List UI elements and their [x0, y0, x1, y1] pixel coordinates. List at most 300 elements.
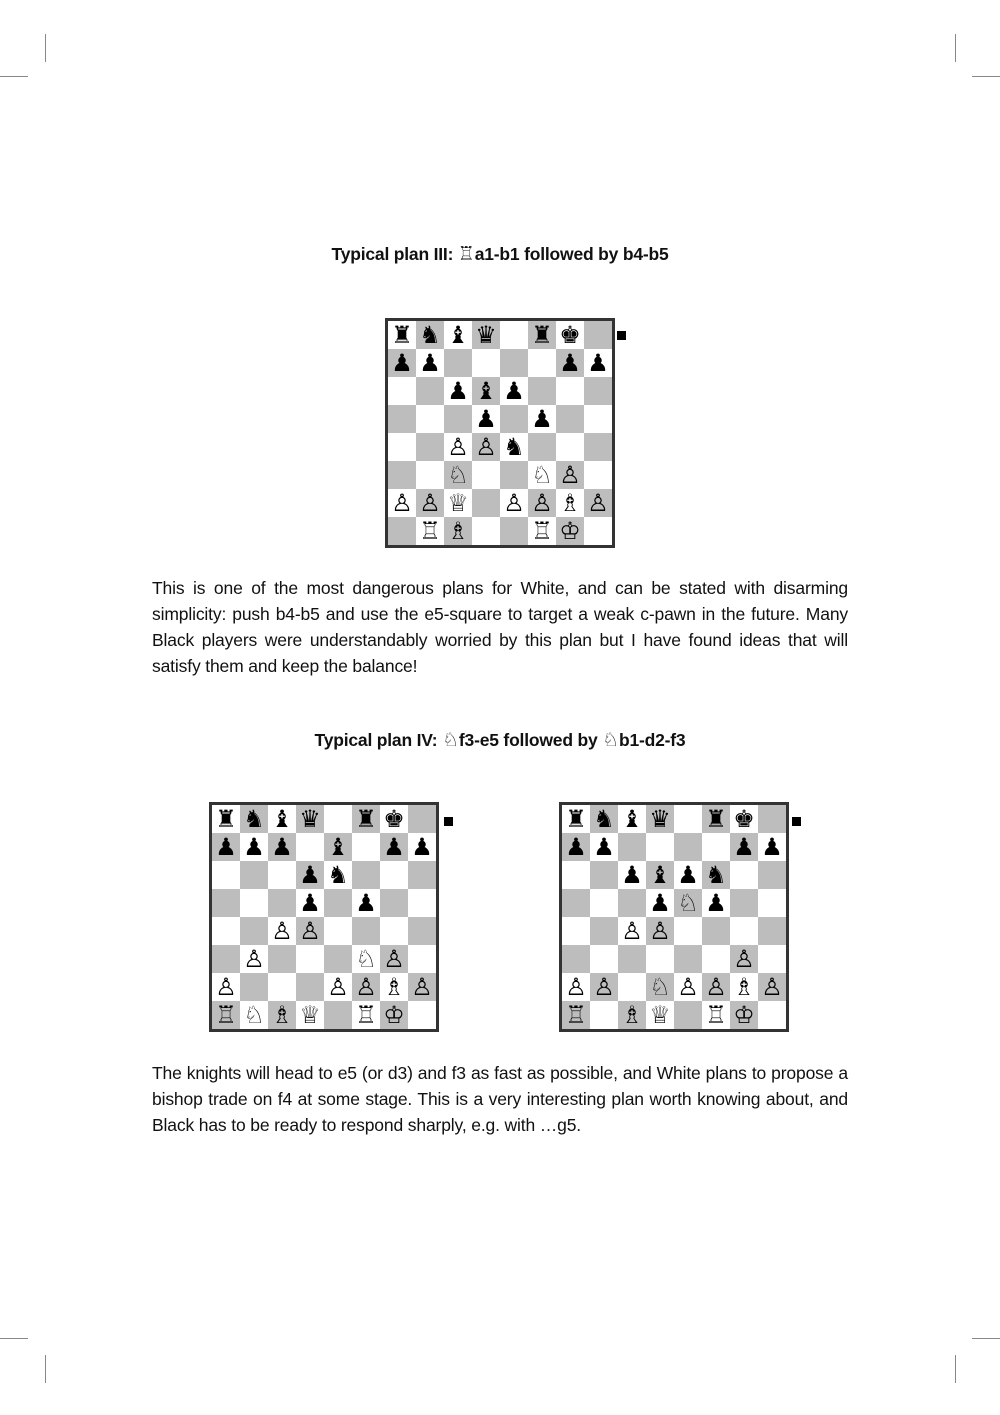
black-pawn-icon: ♟	[411, 833, 433, 861]
square-f8	[352, 805, 380, 833]
square-e8	[324, 805, 352, 833]
square-d8	[472, 321, 500, 349]
square-h4	[408, 917, 436, 945]
square-d8	[646, 805, 674, 833]
square-f7	[352, 833, 380, 861]
white-pawn-icon: ♙	[215, 973, 237, 1001]
square-h8	[584, 321, 612, 349]
square-b7	[590, 833, 618, 861]
black-pawn-icon: ♟	[299, 861, 321, 889]
square-c5	[444, 405, 472, 433]
black-knight-icon: ♞	[243, 805, 265, 833]
white-bishop-icon: ♗	[383, 973, 405, 1001]
square-a2	[388, 489, 416, 517]
white-pawn-icon: ♙	[271, 917, 293, 945]
square-c8	[444, 321, 472, 349]
square-a1	[212, 1001, 240, 1029]
black-king-icon: ♚	[559, 321, 581, 349]
square-b8	[416, 321, 444, 349]
square-a3	[212, 945, 240, 973]
square-b6	[590, 861, 618, 889]
square-c6	[444, 377, 472, 405]
square-f4	[352, 917, 380, 945]
white-king-icon: ♔	[383, 1001, 405, 1029]
crop-mark	[972, 76, 1000, 77]
white-queen-icon: ♕	[299, 1001, 321, 1029]
black-knight-icon: ♞	[419, 321, 441, 349]
white-knight-icon: ♘	[531, 461, 553, 489]
square-c4	[268, 917, 296, 945]
black-rook-icon: ♜	[391, 321, 413, 349]
heading-prefix: Typical plan IV:	[314, 730, 443, 750]
square-c8	[268, 805, 296, 833]
square-f5	[702, 889, 730, 917]
square-d1	[646, 1001, 674, 1029]
square-c6	[618, 861, 646, 889]
knight-icon: ♘	[442, 729, 459, 751]
square-h3	[758, 945, 786, 973]
square-b8	[590, 805, 618, 833]
square-f3	[352, 945, 380, 973]
square-e8	[500, 321, 528, 349]
white-rook-icon: ♖	[215, 1001, 237, 1029]
square-c6	[268, 861, 296, 889]
square-g1	[380, 1001, 408, 1029]
square-g3	[380, 945, 408, 973]
square-h3	[584, 461, 612, 489]
square-h4	[758, 917, 786, 945]
square-g5	[730, 889, 758, 917]
square-h1	[408, 1001, 436, 1029]
square-f3	[528, 461, 556, 489]
square-f6	[528, 377, 556, 405]
white-pawn-icon: ♙	[243, 945, 265, 973]
square-b1	[416, 517, 444, 545]
black-pawn-icon: ♟	[299, 889, 321, 917]
square-e3	[674, 945, 702, 973]
square-h6	[408, 861, 436, 889]
black-pawn-icon: ♟	[447, 377, 469, 405]
square-f1	[528, 517, 556, 545]
square-g4	[556, 433, 584, 461]
square-c1	[444, 517, 472, 545]
black-knight-icon: ♞	[593, 805, 615, 833]
square-e8	[674, 805, 702, 833]
square-e5	[324, 889, 352, 917]
black-king-icon: ♚	[733, 805, 755, 833]
square-f8	[702, 805, 730, 833]
square-e6	[674, 861, 702, 889]
square-e6	[324, 861, 352, 889]
black-pawn-icon: ♟	[593, 833, 615, 861]
square-b3	[240, 945, 268, 973]
crop-mark	[45, 1355, 46, 1383]
square-f5	[352, 889, 380, 917]
square-a8	[562, 805, 590, 833]
black-pawn-icon: ♟	[503, 377, 525, 405]
white-rook-icon: ♖	[705, 1001, 727, 1029]
chess-diagram-plan-3	[385, 318, 615, 548]
white-pawn-icon: ♙	[327, 973, 349, 1001]
square-g8	[380, 805, 408, 833]
black-bishop-icon: ♝	[649, 861, 671, 889]
square-e2	[674, 973, 702, 1001]
square-d4	[296, 917, 324, 945]
square-a6	[212, 861, 240, 889]
white-pawn-icon: ♙	[475, 433, 497, 461]
white-knight-icon: ♘	[447, 461, 469, 489]
square-a4	[212, 917, 240, 945]
square-e7	[500, 349, 528, 377]
crop-mark	[45, 34, 46, 62]
black-pawn-icon: ♟	[705, 889, 727, 917]
square-f4	[528, 433, 556, 461]
heading-text: f3-e5 followed by	[458, 730, 603, 750]
square-e3	[500, 461, 528, 489]
square-b4	[240, 917, 268, 945]
white-pawn-icon: ♙	[447, 433, 469, 461]
square-b4	[590, 917, 618, 945]
square-a7	[388, 349, 416, 377]
square-e2	[500, 489, 528, 517]
square-h6	[758, 861, 786, 889]
white-queen-icon: ♕	[649, 1001, 671, 1029]
square-g6	[556, 377, 584, 405]
black-pawn-icon: ♟	[565, 833, 587, 861]
white-queen-icon: ♕	[447, 489, 469, 517]
square-b4	[416, 433, 444, 461]
square-e3	[324, 945, 352, 973]
square-d7	[646, 833, 674, 861]
square-f8	[528, 321, 556, 349]
square-h6	[584, 377, 612, 405]
white-pawn-icon: ♙	[419, 489, 441, 517]
black-knight-icon: ♞	[327, 861, 349, 889]
square-e6	[500, 377, 528, 405]
square-e4	[674, 917, 702, 945]
black-pawn-icon: ♟	[761, 833, 783, 861]
square-g2	[730, 973, 758, 1001]
white-pawn-icon: ♙	[411, 973, 433, 1001]
square-a6	[562, 861, 590, 889]
square-h4	[584, 433, 612, 461]
black-to-move-marker	[792, 817, 801, 826]
square-f2	[528, 489, 556, 517]
square-b1	[240, 1001, 268, 1029]
white-pawn-icon: ♙	[531, 489, 553, 517]
white-rook-icon: ♖	[419, 517, 441, 545]
square-c1	[618, 1001, 646, 1029]
black-pawn-icon: ♟	[621, 861, 643, 889]
square-e5	[500, 405, 528, 433]
square-a3	[562, 945, 590, 973]
white-pawn-icon: ♙	[587, 489, 609, 517]
square-e1	[324, 1001, 352, 1029]
black-rook-icon: ♜	[705, 805, 727, 833]
square-e7	[324, 833, 352, 861]
square-f1	[352, 1001, 380, 1029]
square-f7	[702, 833, 730, 861]
square-a3	[388, 461, 416, 489]
black-pawn-icon: ♟	[271, 833, 293, 861]
square-e1	[674, 1001, 702, 1029]
black-pawn-icon: ♟	[733, 833, 755, 861]
square-g7	[730, 833, 758, 861]
square-a2	[562, 973, 590, 1001]
square-g3	[556, 461, 584, 489]
white-rook-icon: ♖	[355, 1001, 377, 1029]
square-d3	[296, 945, 324, 973]
square-e4	[500, 433, 528, 461]
black-bishop-icon: ♝	[621, 805, 643, 833]
square-b3	[416, 461, 444, 489]
black-pawn-icon: ♟	[531, 405, 553, 433]
square-g6	[730, 861, 758, 889]
black-pawn-icon: ♟	[559, 349, 581, 377]
square-g5	[556, 405, 584, 433]
square-g6	[380, 861, 408, 889]
square-c3	[444, 461, 472, 489]
square-h8	[408, 805, 436, 833]
white-pawn-icon: ♙	[677, 973, 699, 1001]
square-a5	[562, 889, 590, 917]
square-f6	[702, 861, 730, 889]
square-f5	[528, 405, 556, 433]
white-bishop-icon: ♗	[733, 973, 755, 1001]
white-pawn-icon: ♙	[391, 489, 413, 517]
square-c2	[444, 489, 472, 517]
white-bishop-icon: ♗	[447, 517, 469, 545]
heading-prefix: Typical plan III:	[331, 244, 458, 264]
black-bishop-icon: ♝	[327, 833, 349, 861]
square-d2	[296, 973, 324, 1001]
square-h1	[758, 1001, 786, 1029]
square-c2	[618, 973, 646, 1001]
square-g7	[556, 349, 584, 377]
white-bishop-icon: ♗	[559, 489, 581, 517]
black-knight-icon: ♞	[503, 433, 525, 461]
black-rook-icon: ♜	[565, 805, 587, 833]
square-b5	[416, 405, 444, 433]
square-e5	[674, 889, 702, 917]
black-pawn-icon: ♟	[215, 833, 237, 861]
square-g1	[730, 1001, 758, 1029]
black-pawn-icon: ♟	[475, 405, 497, 433]
black-knight-icon: ♞	[705, 861, 727, 889]
square-h5	[758, 889, 786, 917]
white-bishop-icon: ♗	[621, 1001, 643, 1029]
square-g7	[380, 833, 408, 861]
square-d7	[472, 349, 500, 377]
white-knight-icon: ♘	[243, 1001, 265, 1029]
square-b6	[240, 861, 268, 889]
black-rook-icon: ♜	[355, 805, 377, 833]
square-d3	[646, 945, 674, 973]
square-g2	[556, 489, 584, 517]
square-h1	[584, 517, 612, 545]
white-knight-icon: ♘	[649, 973, 671, 1001]
square-d8	[296, 805, 324, 833]
chess-diagram-plan-4-left	[209, 802, 439, 1032]
square-b2	[590, 973, 618, 1001]
square-g5	[380, 889, 408, 917]
square-a4	[562, 917, 590, 945]
square-f1	[702, 1001, 730, 1029]
white-knight-icon: ♘	[677, 889, 699, 917]
black-bishop-icon: ♝	[447, 321, 469, 349]
square-a7	[212, 833, 240, 861]
square-f4	[702, 917, 730, 945]
square-c2	[268, 973, 296, 1001]
heading-plan-3	[0, 243, 1000, 265]
square-a7	[562, 833, 590, 861]
square-h5	[408, 889, 436, 917]
black-pawn-icon: ♟	[391, 349, 413, 377]
white-rook-icon: ♖	[565, 1001, 587, 1029]
square-d5	[646, 889, 674, 917]
white-rook-icon: ♖	[531, 517, 553, 545]
square-a2	[212, 973, 240, 1001]
square-d4	[472, 433, 500, 461]
heading-text: a1-b1 followed by b4-b5	[474, 244, 669, 264]
square-d7	[296, 833, 324, 861]
square-d3	[472, 461, 500, 489]
square-c5	[618, 889, 646, 917]
white-king-icon: ♔	[733, 1001, 755, 1029]
heading-text: b1-d2-f3	[619, 730, 686, 750]
white-pawn-icon: ♙	[565, 973, 587, 1001]
square-h8	[758, 805, 786, 833]
black-queen-icon: ♛	[475, 321, 497, 349]
square-b1	[590, 1001, 618, 1029]
black-rook-icon: ♜	[531, 321, 553, 349]
black-pawn-icon: ♟	[243, 833, 265, 861]
square-h2	[584, 489, 612, 517]
white-pawn-icon: ♙	[621, 917, 643, 945]
square-h7	[408, 833, 436, 861]
paragraph-plan-4: The knights will head to e5 (or d3) and f3 as fast as possible, and White plans to propose a bishop trade on f4 at some stage. This is a very interesting plan worth knowing about, and Black has to be ready to respond sharply, e.g. with …g5.	[152, 1063, 848, 1135]
black-pawn-icon: ♟	[355, 889, 377, 917]
white-knight-icon: ♘	[355, 945, 377, 973]
square-b2	[240, 973, 268, 1001]
white-pawn-icon: ♙	[503, 489, 525, 517]
rook-icon: ♖	[457, 243, 475, 265]
square-f3	[702, 945, 730, 973]
square-b3	[590, 945, 618, 973]
square-g3	[730, 945, 758, 973]
square-a5	[212, 889, 240, 917]
square-g4	[380, 917, 408, 945]
crop-mark	[955, 1355, 956, 1383]
square-h7	[584, 349, 612, 377]
square-b5	[240, 889, 268, 917]
paragraph-plan-3: This is one of the most dangerous plans for White, and can be stated with disarming simplicity: push b4-b5 and use the e5-square to target a weak c-pawn in the future. Many Black players were understandably worried by this plan but I have found ideas that will satisfy them and keep the balance!	[152, 578, 848, 676]
white-king-icon: ♔	[559, 517, 581, 545]
square-c8	[618, 805, 646, 833]
square-g8	[556, 321, 584, 349]
black-king-icon: ♚	[383, 805, 405, 833]
black-pawn-icon: ♟	[649, 889, 671, 917]
square-b7	[240, 833, 268, 861]
square-d2	[472, 489, 500, 517]
square-c4	[444, 433, 472, 461]
black-queen-icon: ♛	[299, 805, 321, 833]
square-g2	[380, 973, 408, 1001]
square-g1	[556, 517, 584, 545]
black-queen-icon: ♛	[649, 805, 671, 833]
square-d1	[472, 517, 500, 545]
crop-mark	[0, 76, 28, 77]
square-b7	[416, 349, 444, 377]
square-f2	[702, 973, 730, 1001]
square-f7	[528, 349, 556, 377]
square-e1	[500, 517, 528, 545]
black-bishop-icon: ♝	[475, 377, 497, 405]
square-h2	[408, 973, 436, 1001]
square-a1	[388, 517, 416, 545]
white-pawn-icon: ♙	[649, 917, 671, 945]
white-pawn-icon: ♙	[733, 945, 755, 973]
square-b5	[590, 889, 618, 917]
black-to-move-marker	[444, 817, 453, 826]
square-b2	[416, 489, 444, 517]
square-g4	[730, 917, 758, 945]
square-c7	[268, 833, 296, 861]
square-b8	[240, 805, 268, 833]
square-a5	[388, 405, 416, 433]
square-c1	[268, 1001, 296, 1029]
black-to-move-marker	[617, 331, 626, 340]
black-bishop-icon: ♝	[271, 805, 293, 833]
square-c3	[618, 945, 646, 973]
black-pawn-icon: ♟	[419, 349, 441, 377]
square-d6	[646, 861, 674, 889]
square-f2	[352, 973, 380, 1001]
crop-mark	[0, 1338, 28, 1339]
white-pawn-icon: ♙	[761, 973, 783, 1001]
square-e7	[674, 833, 702, 861]
square-d6	[296, 861, 324, 889]
square-c3	[268, 945, 296, 973]
square-h7	[758, 833, 786, 861]
square-d5	[472, 405, 500, 433]
square-h2	[758, 973, 786, 1001]
square-c7	[618, 833, 646, 861]
black-pawn-icon: ♟	[383, 833, 405, 861]
square-d6	[472, 377, 500, 405]
square-c7	[444, 349, 472, 377]
black-pawn-icon: ♟	[587, 349, 609, 377]
square-f6	[352, 861, 380, 889]
square-h3	[408, 945, 436, 973]
knight-icon: ♘	[602, 729, 619, 751]
square-a1	[562, 1001, 590, 1029]
white-pawn-icon: ♙	[299, 917, 321, 945]
heading-plan-4	[0, 729, 1000, 751]
square-c4	[618, 917, 646, 945]
square-d2	[646, 973, 674, 1001]
white-pawn-icon: ♙	[593, 973, 615, 1001]
square-b6	[416, 377, 444, 405]
black-rook-icon: ♜	[215, 805, 237, 833]
square-h5	[584, 405, 612, 433]
square-a8	[388, 321, 416, 349]
chess-diagram-plan-4-right	[559, 802, 789, 1032]
square-c5	[268, 889, 296, 917]
black-pawn-icon: ♟	[677, 861, 699, 889]
square-e4	[324, 917, 352, 945]
white-pawn-icon: ♙	[355, 973, 377, 1001]
